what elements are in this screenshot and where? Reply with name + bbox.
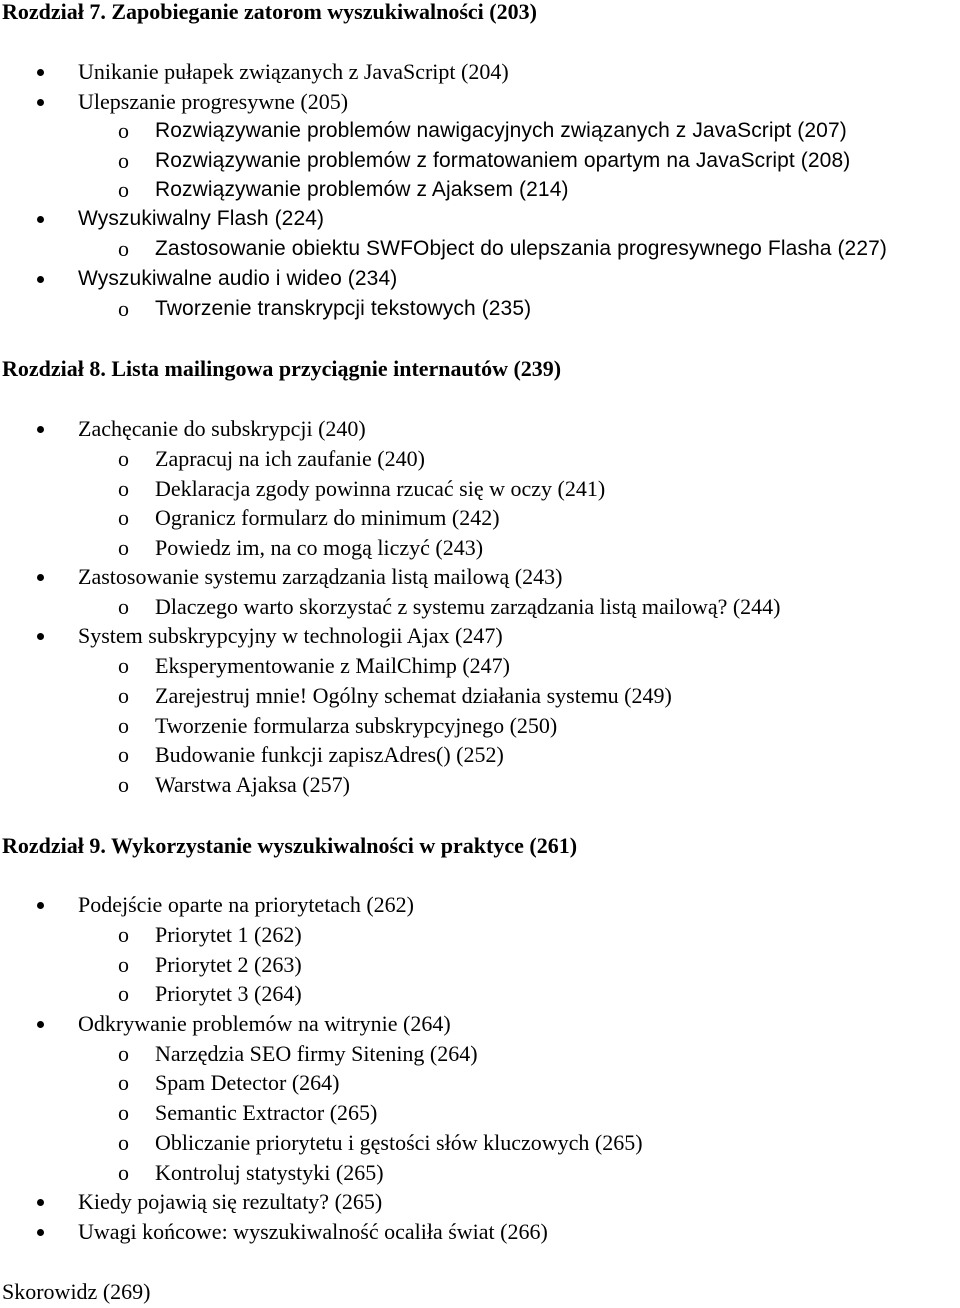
bullet-icon: [37, 69, 44, 76]
toc-subitem-text: Rozwiązywanie problemów z formatowaniem opartym na JavaScript (208): [155, 149, 851, 172]
bullet-icon: [37, 1229, 44, 1236]
sub-bullet-icon: o: [118, 236, 130, 261]
bullet-icon: [37, 574, 44, 581]
sub-bullet-icon: o: [118, 922, 129, 947]
toc-item-text: Podejście oparte na priorytetach (262): [78, 892, 414, 917]
toc-subitem-text: Tworzenie formularza subskrypcyjnego (250): [155, 713, 558, 738]
sub-bullet-icon: o: [118, 1130, 129, 1155]
sub-bullet-icon: o: [118, 1041, 129, 1066]
toc-subitem-text: Rozwiązywanie problemów nawigacyjnych związanych z JavaScript (207): [155, 119, 847, 142]
toc-subitem: [0, 234, 960, 264]
toc-item-text: Odkrywanie problemów na witrynie (264): [78, 1011, 451, 1036]
toc-subitem: [0, 116, 960, 146]
toc-subitem: [0, 950, 960, 980]
chapter-9-heading: [2, 831, 577, 861]
sub-bullet-icon: o: [118, 535, 129, 560]
chapter-7-heading-text: Rozdział 7. Zapobieganie zatorom wyszukiwalności (203): [2, 0, 537, 24]
chapter-8-heading-text: Rozdział 8. Lista mailingowa przyciągnie internautów (239): [2, 356, 562, 381]
sub-bullet-icon: o: [118, 296, 130, 321]
toc-subitem: [0, 770, 960, 800]
toc-item: [0, 890, 960, 920]
sub-bullet-icon: o: [118, 1160, 129, 1185]
index-heading-text: Skorowidz (269): [2, 1279, 151, 1304]
bullet-icon: [37, 902, 44, 909]
toc-item: [0, 414, 960, 444]
sub-bullet-icon: o: [118, 683, 129, 708]
toc-subitem-text: Zastosowanie obiektu SWFObject do ulepszania progresywnego Flasha (227): [155, 237, 887, 260]
sub-bullet-icon: o: [118, 713, 129, 738]
sub-bullet-icon: o: [118, 1070, 129, 1095]
toc-subitem-text: Dlaczego warto skorzystać z systemu zarządzania listą mailową? (244): [155, 594, 781, 619]
sub-bullet-icon: o: [118, 653, 129, 678]
toc-item: [0, 1217, 960, 1247]
bullet-icon: [37, 99, 44, 106]
toc-subitem: [0, 503, 960, 533]
sub-bullet-icon: o: [118, 177, 130, 202]
toc-item-text: Kiedy pojawią się rezultaty? (265): [78, 1189, 383, 1214]
toc-subitem: [0, 146, 960, 176]
chapter-7-heading: [2, 0, 537, 27]
sub-bullet-icon: o: [118, 148, 130, 173]
toc-subitem: [0, 1128, 960, 1158]
toc-subitem: [0, 1068, 960, 1098]
bullet-icon: [37, 426, 44, 433]
sub-bullet-icon: o: [118, 981, 129, 1006]
toc-item: [0, 1187, 960, 1217]
toc-item-text: Zachęcanie do subskrypcji (240): [78, 416, 366, 441]
toc-subitem: [0, 1098, 960, 1128]
toc-subitem-text: Ogranicz formularz do minimum (242): [155, 505, 500, 530]
toc-subitem: [0, 740, 960, 770]
toc-subitem: [0, 711, 960, 741]
toc-subitem-text: Tworzenie transkrypcji tekstowych (235): [155, 297, 532, 320]
sub-bullet-icon: o: [118, 952, 129, 977]
toc-subitem: [0, 294, 960, 324]
sub-bullet-icon: o: [118, 476, 129, 501]
toc-subitem-text: Kontroluj statystyki (265): [155, 1160, 384, 1185]
chapter-8-heading: [2, 354, 561, 384]
bullet-icon: [37, 633, 44, 640]
bullet-icon: [37, 276, 44, 283]
toc-subitem-text: Priorytet 3 (264): [155, 981, 302, 1006]
sub-bullet-icon: o: [118, 118, 130, 143]
toc-subitem: [0, 474, 960, 504]
sub-bullet-icon: o: [118, 594, 129, 619]
sub-bullet-icon: o: [118, 446, 129, 471]
toc-subitem: [0, 920, 960, 950]
toc-subitem-text: Obliczanie priorytetu i gęstości słów kluczowych (265): [155, 1130, 643, 1155]
toc-subitem: [0, 651, 960, 681]
bullet-icon: [37, 1199, 44, 1206]
toc-subitem-text: Powiedz im, na co mogą liczyć (243): [155, 535, 484, 560]
toc-subitem: [0, 1039, 960, 1069]
toc-subitem-text: Budowanie funkcji zapiszAdres() (252): [155, 742, 504, 767]
chapter-9-heading-text: Rozdział 9. Wykorzystanie wyszukiwalności w praktyce (261): [2, 833, 578, 858]
toc-subitem-text: Zarejestruj mnie! Ogólny schemat działania systemu (249): [155, 683, 672, 708]
bullet-icon: [37, 1021, 44, 1028]
toc-subitem-text: Narzędzia SEO firmy Sitening (264): [155, 1041, 478, 1066]
toc-item-text: Wyszukiwalne audio i wideo (234): [78, 267, 398, 290]
toc-subitem-text: Warstwa Ajaksa (257): [155, 772, 350, 797]
toc-subitem: [0, 979, 960, 1009]
index-heading: [2, 1277, 150, 1307]
toc-item: [0, 621, 960, 651]
sub-bullet-icon: o: [118, 505, 129, 530]
sub-bullet-icon: o: [118, 772, 129, 797]
toc-subitem-text: Semantic Extractor (265): [155, 1100, 378, 1125]
toc-subitem: [0, 1158, 960, 1188]
toc-item-text: Zastosowanie systemu zarządzania listą mailową (243): [78, 564, 563, 589]
toc-item: [0, 87, 960, 117]
toc-subitem-text: Spam Detector (264): [155, 1070, 340, 1095]
toc-item: [0, 57, 960, 87]
toc-item-text: Ulepszanie progresywne (205): [78, 89, 349, 114]
toc-item-text: Wyszukiwalny Flash (224): [78, 207, 325, 230]
toc-item: [0, 1009, 960, 1039]
toc-subitem-text: Deklaracja zgody powinna rzucać się w oczy (241): [155, 476, 606, 501]
toc-item-text: System subskrypcyjny w technologii Ajax (247): [78, 623, 503, 648]
toc-subitem: [0, 175, 960, 205]
sub-bullet-icon: o: [118, 742, 129, 767]
toc-subitem: [0, 681, 960, 711]
toc-subitem-text: Zapracuj na ich zaufanie (240): [155, 446, 425, 471]
toc-subitem-text: Priorytet 2 (263): [155, 952, 302, 977]
toc-subitem: [0, 592, 960, 622]
toc-item: [0, 562, 960, 592]
toc-subitem-text: Eksperymentowanie z MailChimp (247): [155, 653, 510, 678]
sub-bullet-icon: o: [118, 1100, 129, 1125]
bullet-icon: [37, 216, 44, 223]
toc-subitem: [0, 444, 960, 474]
toc-subitem-text: Rozwiązywanie problemów z Ajaksem (214): [155, 178, 569, 201]
toc-item-text: Unikanie pułapek związanych z JavaScript (204): [78, 59, 509, 84]
toc-subitem: [0, 533, 960, 563]
toc-subitem-text: Priorytet 1 (262): [155, 922, 302, 947]
toc-item-text: Uwagi końcowe: wyszukiwalność ocaliła świat (266): [78, 1219, 548, 1244]
toc-item: [0, 264, 960, 294]
toc-item: [0, 204, 960, 234]
